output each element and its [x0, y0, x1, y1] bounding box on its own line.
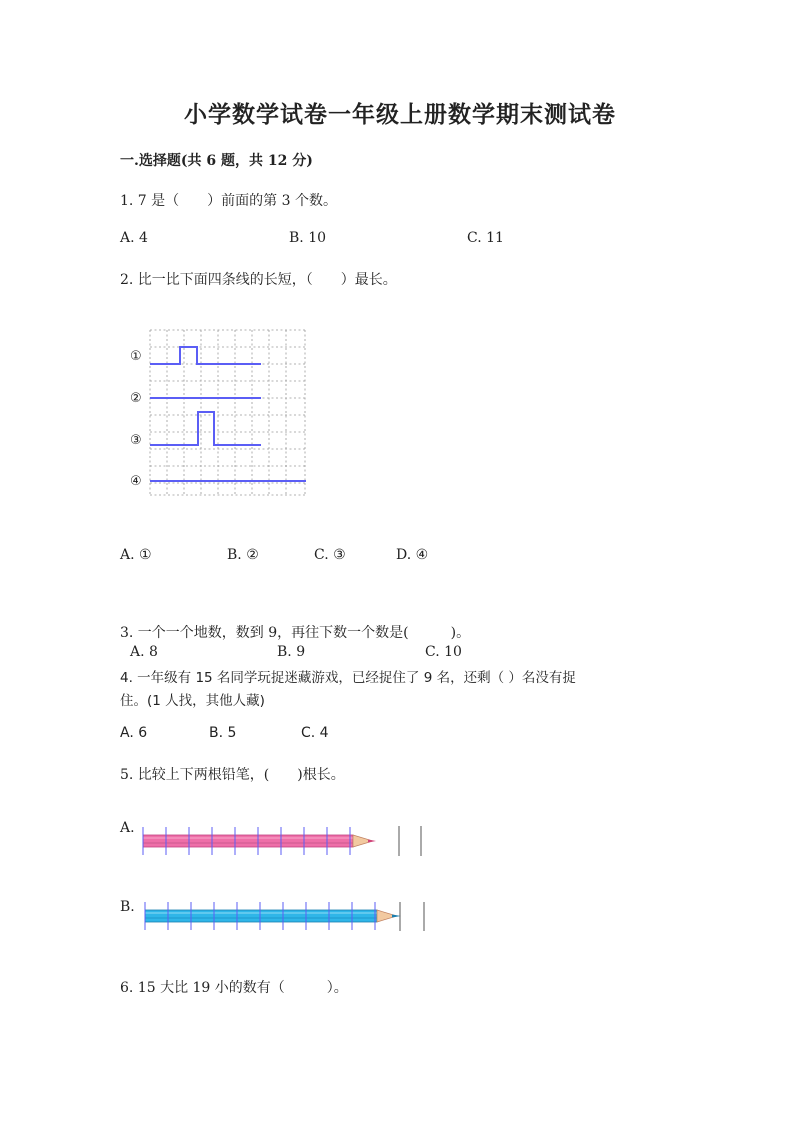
question-3-option-b: B. 9 [277, 644, 306, 660]
question-1-option-b: B. 10 [289, 230, 327, 246]
question-2-option-a: A. ① [120, 547, 152, 563]
question-4-stem-line-2: 住。(1 人找，其他人藏) [120, 693, 265, 709]
question-1-option-a: A. 4 [120, 230, 148, 246]
line-label-4: ④ [130, 474, 142, 489]
pencil-comparison-figure [135, 822, 435, 937]
question-4-option-a: A. 6 [120, 725, 148, 741]
section-heading: 一.选择题(共 6 题，共 12 分) [120, 153, 313, 169]
pencil-a-label: A. [120, 820, 135, 836]
page-title: 小学数学试卷一年级上册数学期末测试卷 [184, 101, 616, 128]
question-4-option-b: B. 5 [209, 725, 237, 741]
line-label-2: ② [130, 391, 142, 406]
question-1-stem: 1. 7 是（ ）前面的第 3 个数。 [120, 193, 337, 209]
question-4-option-c: C. 4 [301, 725, 329, 741]
dotted-grid [150, 330, 305, 495]
pencil-b-label: B. [120, 899, 135, 915]
question-6-stem: 6. 15 大比 19 小的数有（ ）。 [120, 980, 348, 996]
question-2-option-c: C. ③ [314, 547, 346, 563]
question-4-stem-line-1: 4. 一年级有 15 名同学玩捉迷藏游戏，已经捉住了 9 名，还剩（ ）名没有捉 [120, 670, 576, 686]
line-length-grid-figure [128, 325, 313, 500]
pencil-b [145, 910, 401, 922]
line-label-1: ① [130, 349, 142, 364]
question-3-option-c: C. 10 [425, 644, 462, 660]
question-5-stem: 5. 比较上下两根铅笔，( )根长。 [120, 767, 345, 783]
question-1-option-c: C. 11 [467, 230, 504, 246]
question-2-option-b: B. ② [227, 547, 259, 563]
question-2-stem: 2. 比一比下面四条线的长短，（ ）最长。 [120, 272, 397, 288]
pencil-a [143, 835, 376, 847]
question-2-option-d: D. ④ [396, 547, 429, 563]
line-label-3: ③ [130, 433, 142, 448]
question-3-stem: 3. 一个一个地数，数到 9，再往下数一个数是( )。 [120, 625, 471, 641]
question-3-option-a: A. 8 [130, 644, 158, 660]
